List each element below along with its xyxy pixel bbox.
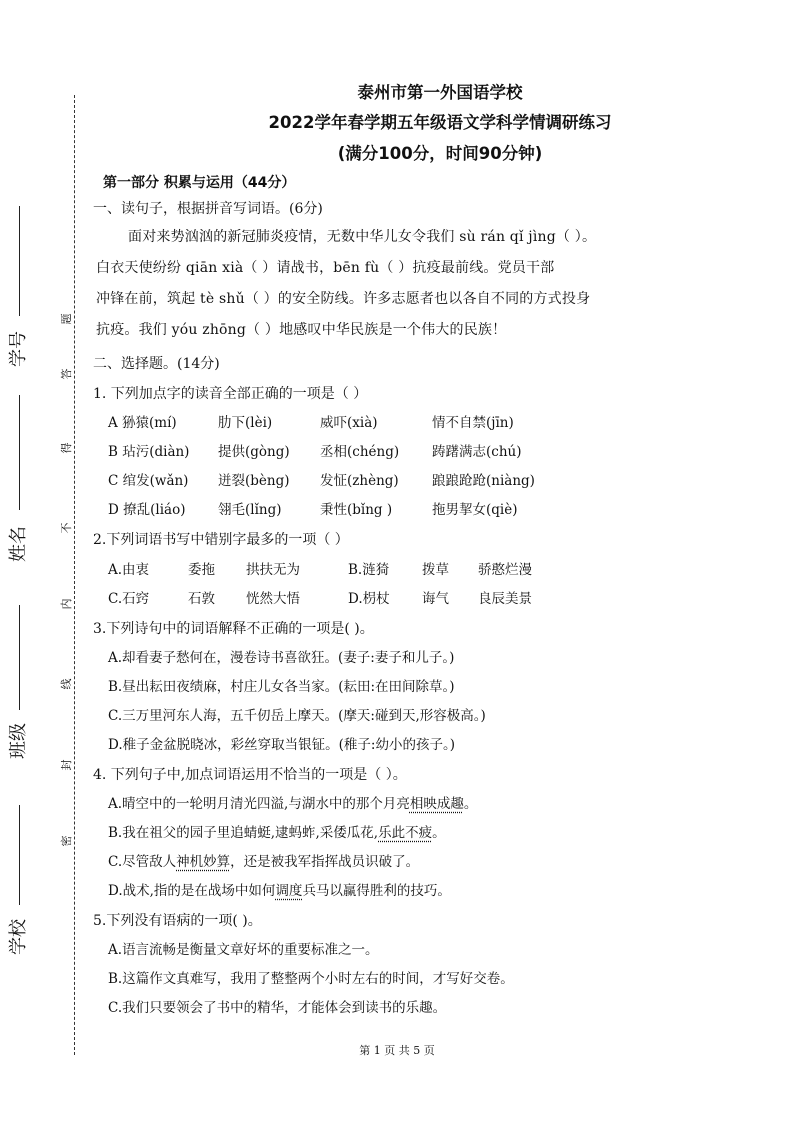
question-option bbox=[108, 794, 477, 814]
option-item: 石敦 bbox=[188, 591, 215, 607]
seal-char: 内 bbox=[60, 598, 73, 610]
margin-label-student-id: 学号 bbox=[8, 331, 29, 367]
option-item: B.涟猗 bbox=[348, 562, 390, 578]
seal-char: 封 bbox=[60, 759, 73, 771]
option-item: 踌躇满志(chú) bbox=[432, 444, 522, 460]
option-item: 拨草 bbox=[422, 562, 449, 578]
question-stem: 3.下列诗句中的词语解释不正确的一项是( )。 bbox=[93, 621, 374, 637]
option-item: 丞相(chéng) bbox=[320, 444, 400, 460]
option-item: A 狲猿(mí) bbox=[108, 415, 177, 431]
margin-label-school: 学校 bbox=[8, 919, 29, 955]
option-item: C 绾发(wǎn) bbox=[108, 473, 189, 489]
binding-dashed-line bbox=[74, 95, 75, 1055]
question-stem: 4. 下列句子中,加点词语运用不恰当的一项是（ ）。 bbox=[93, 767, 407, 783]
seal-char: 线 bbox=[60, 678, 73, 690]
dotted-phrase: 相映成趣 bbox=[409, 796, 464, 812]
question-option bbox=[108, 560, 532, 580]
question-option bbox=[108, 413, 514, 433]
passage-line: 冲锋在前，筑起 tè shǔ（ ）的安全防线。许多志愿者也以各自不同的方式投身 bbox=[96, 291, 591, 307]
option-text: 。 bbox=[463, 796, 478, 812]
seal-char: 得 bbox=[60, 442, 73, 454]
question-option bbox=[108, 881, 451, 901]
option-text: C.尽管敌人 bbox=[108, 854, 177, 870]
passage-line: 抗疫。我们 yóu zhōng（ ）地感叹中华民族是一个伟大的民族！ bbox=[96, 322, 507, 338]
option-item: C.石窍 bbox=[108, 591, 150, 607]
option-item: 拱扶无为 bbox=[246, 562, 300, 578]
question-stem: 1. 下列加点字的读音全部正确的一项是（ ） bbox=[93, 386, 368, 402]
school-title: 泰州市第一外国语学校 bbox=[357, 83, 523, 102]
seal-char: 密 bbox=[60, 835, 73, 847]
option-item: D.枴杖 bbox=[348, 591, 390, 607]
question-option: A.语言流畅是衡量文章好坏的重要标准之一。 bbox=[108, 942, 379, 958]
question-option bbox=[108, 852, 419, 872]
option-text: 。 bbox=[432, 825, 446, 841]
part-title: 第一部分 积累与运用（44分） bbox=[103, 175, 296, 191]
exam-title: 2022学年春学期五年级语文学科学情调研练习 bbox=[268, 113, 612, 132]
seal-char: 不 bbox=[60, 522, 73, 534]
question-option bbox=[108, 589, 532, 609]
passage-line: 面对来势汹汹的新冠肺炎疫情，无数中华儿女令我们 sù rán qǐ jìng（ ）。 bbox=[128, 229, 597, 245]
option-item: 恍然大悟 bbox=[246, 591, 300, 607]
question-stem: 2.下列词语书写中错别字最多的一项（ ） bbox=[93, 532, 349, 548]
seal-char: 题 bbox=[60, 313, 73, 325]
question-option bbox=[108, 442, 521, 462]
question-option: A.却看妻子愁何在，漫卷诗书喜欲狂。(妻子:妻子和儿子。) bbox=[108, 650, 455, 666]
margin-line-name bbox=[19, 395, 20, 510]
section-title: 一、读句子，根据拼音写词语。(6分) bbox=[93, 201, 323, 217]
option-item: 翎毛(lǐng) bbox=[218, 502, 282, 518]
dotted-phrase: 调度 bbox=[275, 883, 303, 899]
question-option: B.昼出耘田夜绩麻，村庄儿女各当家。(耘田:在田间除草。) bbox=[108, 679, 455, 695]
option-item: 诲气 bbox=[422, 591, 449, 607]
option-item: 秉性(bǐng ) bbox=[320, 502, 393, 518]
question-option: B.这篇作文真难写，我用了整整两个小时左右的时间，才写好交卷。 bbox=[108, 971, 514, 987]
question-stem: 5.下列没有语病的一项( )。 bbox=[93, 913, 262, 929]
option-item: 踉踉跄跄(niàng) bbox=[432, 473, 535, 489]
question-option: D.稚子金盆脱晓冰，彩丝穿取当银钲。(稚子:幼小的孩子。) bbox=[108, 737, 455, 753]
option-item: 委拖 bbox=[188, 562, 215, 578]
question-option bbox=[108, 823, 446, 843]
margin-label-class: 班级 bbox=[8, 723, 29, 759]
option-text: A.晴空中的一轮明月清光四溢,与湖水中的那个月亮 bbox=[108, 796, 410, 812]
option-item: 提供(gòng) bbox=[218, 444, 290, 460]
option-item: D 撩乱(liáo) bbox=[108, 502, 186, 518]
option-item: 迸裂(bèng) bbox=[218, 473, 290, 489]
option-item: 威吓(xià) bbox=[320, 415, 378, 431]
option-item: 情不自禁(jīn) bbox=[432, 415, 514, 431]
margin-line-school bbox=[19, 805, 20, 905]
option-text: D.战术,指的是在战场中如何 bbox=[108, 883, 276, 899]
option-item: 发怔(zhèng) bbox=[320, 473, 399, 489]
dotted-phrase: 乐此不疲 bbox=[378, 825, 433, 841]
margin-line-student-id bbox=[19, 206, 20, 316]
option-item: A.由衷 bbox=[108, 562, 150, 578]
exam-scoring: (满分100分，时间90分钟) bbox=[337, 144, 543, 163]
passage-line: 白衣天使纷纷 qiān xià（ ）请战书，bēn fù（ ）抗疫最前线。党员干部 bbox=[96, 260, 555, 276]
option-item: 良辰美景 bbox=[478, 591, 532, 607]
option-text: ，还是被我军指挥战员识破了。 bbox=[230, 854, 420, 870]
option-text: B.我在祖父的园子里追蜻蜓,逮蚂蚱,采倭瓜花, bbox=[108, 825, 379, 841]
option-text: 兵马以赢得胜利的技巧。 bbox=[302, 883, 451, 899]
option-item: 拖男挈女(qiè) bbox=[432, 502, 518, 518]
question-option: C.我们只要领会了书中的精华，才能体会到读书的乐趣。 bbox=[108, 1000, 447, 1016]
dotted-phrase: 神机妙算 bbox=[176, 854, 231, 870]
margin-line-class bbox=[19, 605, 20, 710]
question-option bbox=[108, 500, 517, 520]
page-number: 第 1 页 共 5 页 bbox=[359, 1044, 435, 1057]
section-title: 二、选择题。(14分) bbox=[93, 356, 220, 372]
question-option: C.三万里河东人海，五千仞岳上摩天。(摩天:碰到天,形容极高。) bbox=[108, 708, 486, 724]
option-item: B 玷污(diàn) bbox=[108, 444, 190, 460]
margin-label-name: 姓名 bbox=[8, 526, 29, 562]
option-item: 肋下(lèi) bbox=[218, 415, 273, 431]
seal-char: 答 bbox=[60, 368, 73, 380]
option-item: 骄憨烂漫 bbox=[478, 562, 532, 578]
question-option bbox=[108, 471, 535, 491]
